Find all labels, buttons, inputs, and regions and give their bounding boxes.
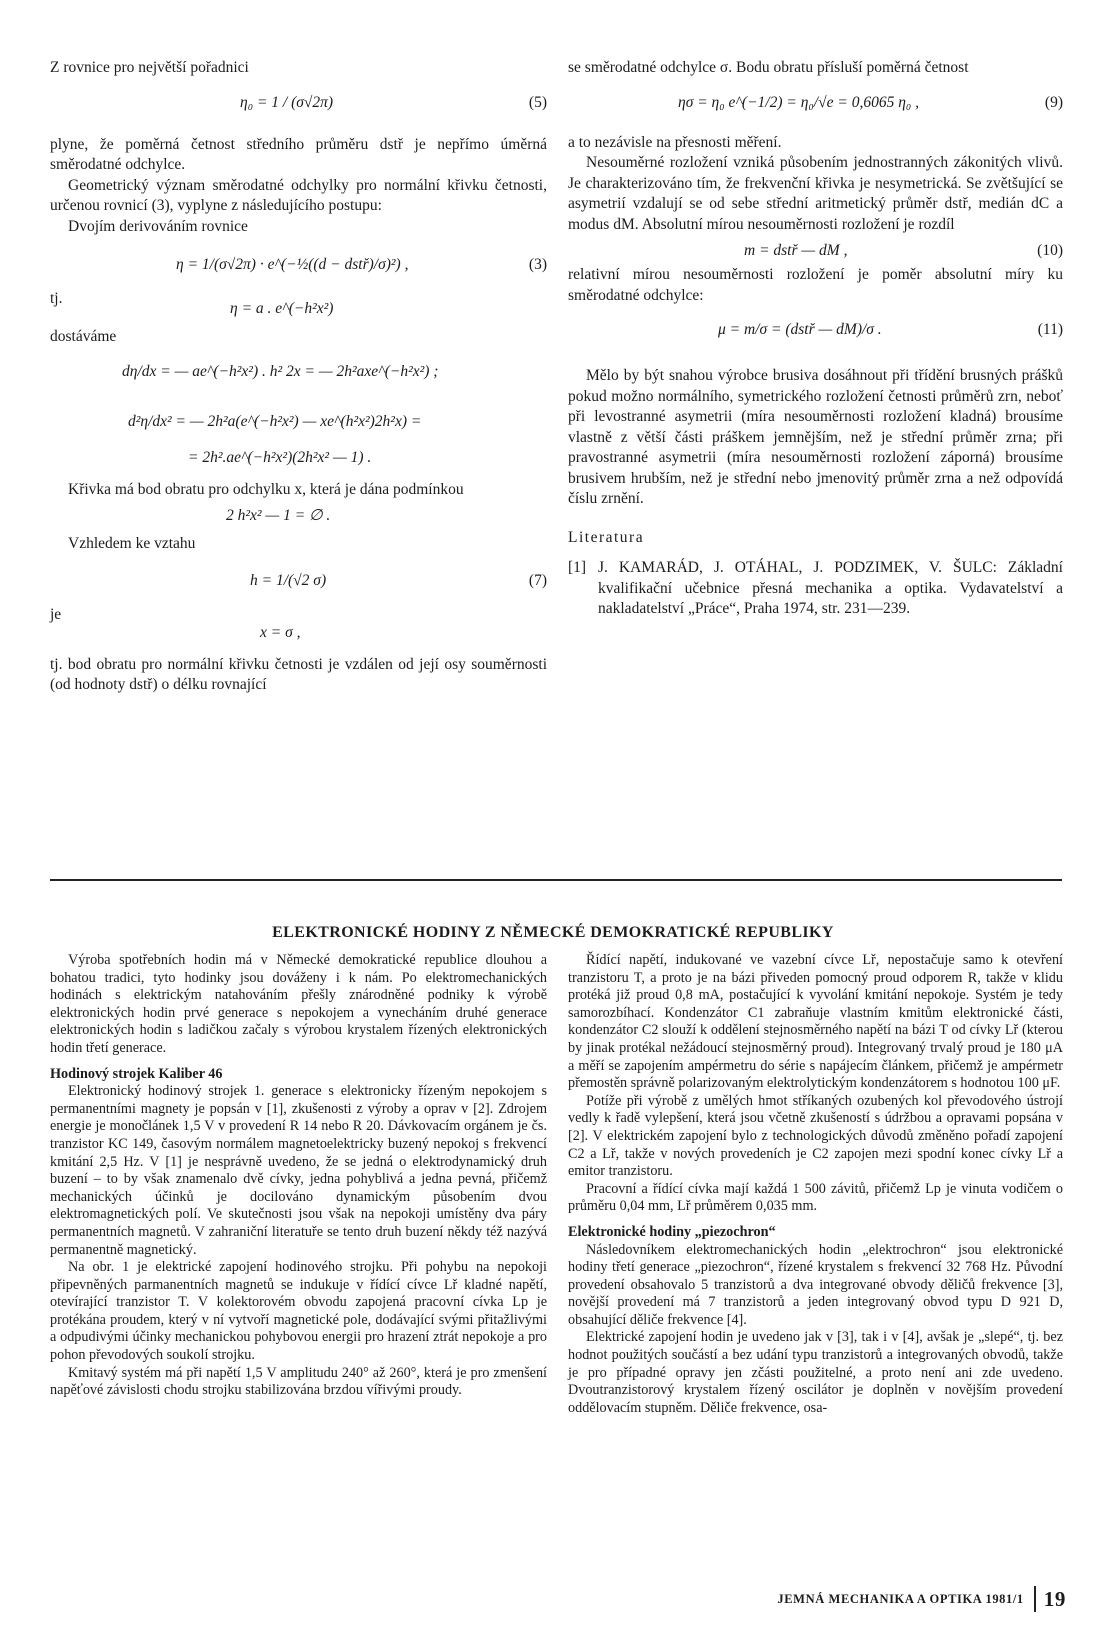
paragraph: Výroba spotřebních hodin má v Německé demokratické republice dlouhou a bohatou tradici, tyto hodinky jsou dováženy i k nám. Po elektromechanických hodinách s elektrickým natahováním přešly znárodněné podniky k výrobě elektronických hodin prvé generace s nepokojem a vynecháním druhé generace elektronických hodin s ladičkou začaly s výrobou krystalem řízených elektronických hodin třetí generace.	[50, 952, 547, 1056]
equation-3-row	[50, 237, 547, 289]
paragraph: Elektrické zapojení hodin je uvedeno jak v [3], tak i v [4], avšak je „slepé“, tj. bez hodnot použitých součástí a bez udání typu tranzistorů a integrovaných obvodů, takže je pro případné opravy jen zčásti použitelné, a proto není ani zde uvedeno. Dvoutranzistorový krystalem řízený oscilátor je doplněn v novějším provedení oddělovacím stupněm. Děliče frekvence, osa-	[568, 1329, 1063, 1416]
equation-9: ησ = η₀ e^(−1/2) = η₀/√e = 0,6065 η₀ ,	[678, 93, 920, 111]
equation-number: (11)	[1037, 321, 1063, 338]
page-footer	[777, 1586, 1066, 1612]
equation-number: (10)	[1037, 242, 1063, 259]
equation-11-row	[568, 306, 1063, 352]
paragraph: Kmitavý systém má při napětí 1,5 V amplitudu 240° až 260°, která je pro zmenšení napěťové závislosti chodu strojku stabilizována brzdou vířivými proudy.	[50, 1364, 547, 1399]
article-right-column	[568, 952, 1063, 1417]
equation-deriv1: dη/dx = — ae^(−h²x²) . h² 2x = — 2h²axe^(−h²x²) ;	[122, 362, 439, 380]
paragraph: se směrodatné odchylce σ. Bodu obratu přísluší poměrná četnost	[568, 59, 969, 76]
label-je: je	[50, 605, 62, 623]
equation-7: h = 1/(√2 σ)	[250, 571, 327, 589]
equation-number: (9)	[1044, 93, 1063, 111]
equation-deriv2b: = 2h².ae^(−h²x²)(2h²x² — 1) .	[188, 448, 372, 466]
paragraph: Řídící napětí, indukované ve vazební cívce Lř, nepostačuje samo k otevření tranzistoru T, a proto je na bázi přiveden pomocný proud odporem R, takže v klidu protéká již proud 0,8 mA, postačující k vyvolání kmitání nepokoje. Systém je tedy samorozbíhací. Kondenzátor C1 zabraňuje vlastním kmitům elektronické části, kondenzátor C2 slouží k oddělení stejnosměrného napětí na bázi T od cívky Lř (kterou by jinak protékal nežádoucí stejnosměrný proud). Integrovaný trvalý proud je 180 μA a měří se zapojením ampérmetru do série s napájecím článkem, přičemž je ampérmetr přemostěn správně polarizovaným elektrolytickým kondenzátorem s hodnotou 100 μF.	[568, 952, 1063, 1092]
paragraph: Z rovnice pro největší pořadnici	[50, 59, 249, 76]
equation-9-row	[568, 79, 1063, 123]
top-right-column	[568, 58, 1063, 620]
reference-text: J. KAMARÁD, J. OTÁHAL, J. PODZIMEK, V. ŠULC: Základní kvalifikační učebnice přesná mechanika a optika. Vydavatelství a nakladatelství „Práce“, Praha 1974, str. 231—239.	[598, 559, 1063, 617]
equation-11: μ = m/σ = (dstř — dM)/σ .	[718, 321, 882, 338]
equation-condition: 2 h²x² — 1 = ∅ .	[226, 507, 331, 524]
paragraph: relativní mírou nesouměrnosti rozložení je poměr absolutní míry ku směrodatné odchylce:	[568, 266, 1063, 304]
section-heading-literatura: Literatura	[568, 528, 645, 546]
equation-number: (5)	[528, 93, 547, 111]
equation-7-row	[50, 555, 547, 605]
label-tj: tj.	[50, 290, 63, 307]
equation-condition-row	[50, 500, 547, 530]
article-title: ELEKTRONICKÉ HODINY Z NĚMECKÉ DEMOKRATICKÉ REPUBLIKY	[272, 924, 834, 941]
journal-name: JEMNÁ MECHANIKA A OPTIKA 1981/1	[777, 1591, 1024, 1606]
paragraph: Nesouměrné rozložení vzniká působením jednostranných zákonitých vlivů. Je charakterizováno tím, že frekvenční křivka je nesymetrická. Se zvětšující se asymetrií vzdalují se od sebe střední aritmetický průměr dstř, medián dC a modus dM. Absolutní mírou nesouměrnosti rozložení je rozdíl	[568, 154, 1063, 233]
paragraph: Geometrický význam směrodatné odchylky pro normální křivku četnosti, určenou rovnicí (3), vyplyne z následujícího postupu:	[50, 176, 547, 214]
paragraph: dostáváme	[50, 328, 117, 345]
paragraph: Elektronický hodinový strojek 1. generace s elektronicky řízeným nepokojem s permanentními magnety je popsán v [1], zkušenosti z výroby a oprav v [2]. Zdrojem energie je monočlánek 1,5 V v provedení R 14 nebo R 20. Dávkovacím orgánem je čs. tranzistor KC 149, časovým normálem magnetoelektricky buzený nepokoj s frekvencí kmitání 2,5 Hz. V [1] je nesprávně uvedeno, že se jedná o elektrodynamický druh buzení – to by však znamenalo dvě cívky, jedna pohyblivá a jedna pevná, přičemž mechanických účinků je docilováno dynamickým působením dvou elektromagnetických polí. Ve skutečnosti jsou však na nepokoji umístěny dva páry permanentních magnetů. V zahraniční literatuře se tento druh buzení někdy též nazývá permanentně magnetický.	[50, 1083, 547, 1258]
equation-x-row	[50, 605, 547, 645]
equation-x: x = σ ,	[260, 623, 301, 641]
paragraph: Dvojím derivováním rovnice	[68, 217, 248, 235]
equation-number: (7)	[528, 571, 547, 589]
paragraph: Vzhledem ke vztahu	[68, 535, 196, 552]
paragraph: Na obr. 1 je elektrické zapojení hodinového strojku. Při pohybu na nepokoji připevněných parmanentních magnetů se indukuje v řídící cívce Lř kladné napětí, otevírající tranzistor T. V kolektorovém obvodu zapojená pracovní cívka Lp je protékána proudem, který v ní vytvoří magnetické pole, dodávající svými přitažlivými a odpudivými účinky mechanickou pohybovou energii pro hrazení ztrát nepokoje a pro pohon převodových soukolí strojku.	[50, 1259, 547, 1364]
equation-deriv2b-row	[50, 440, 547, 474]
paragraph: plyne, že poměrná četnost středního průměru dstř je nepřímo úměrná směrodatné odchylce.	[50, 135, 547, 173]
paragraph: Pracovní a řídící cívka mají každá 1 500 závitů, přičemž Lp je vinuta vodičem o průměru 0,04 mm, Lř průměrem 0,035 mm.	[568, 1180, 1063, 1215]
top-left-column	[50, 58, 547, 696]
equation-exp: η = a . e^(−h²x²)	[230, 300, 334, 317]
reference-item	[568, 558, 1063, 620]
equation-number: (3)	[528, 256, 547, 273]
paragraph: Křivka má bod obratu pro odchylku x, která je dána podmínkou	[68, 480, 464, 498]
equation-deriv2-row	[50, 394, 547, 440]
paragraph: tj. bod obratu pro normální křivku četnosti je vzdálen od její osy souměrnosti (od hodnoty dstř) o délku rovnající	[50, 655, 547, 693]
section-divider	[50, 879, 1062, 881]
equation-5: η₀ = 1 / (σ√2π)	[240, 93, 334, 111]
footer-divider	[1034, 1586, 1036, 1612]
equation-10-row	[568, 235, 1063, 265]
equation-10: m = dstř — dM ,	[744, 242, 848, 259]
equation-deriv1-row	[50, 348, 547, 394]
article-left-column	[50, 952, 547, 1400]
subheading-piezochron: Elektronické hodiny „piezochron“	[568, 1223, 776, 1240]
subheading-kaliber-46: Hodinový strojek Kaliber 46	[50, 1065, 223, 1082]
paragraph: a to nezávisle na přesnosti měření.	[568, 133, 782, 151]
equation-exp-row	[50, 289, 547, 323]
paragraph: Mělo by být snahou výrobce brusiva dosáhnout při třídění brusných prášků pokud možno normálního, symetrického rozložení četnosti průměrů zrn, neboť při levostranné asymetrii (míra nesouměrnosti rozložení kladná) brousíme vlastně z větší části práškem jemnějším, než je střední průměr zrna; při pravostranné asymetrii (míra nesouměrnosti rozložení záporná) brousíme brusivem hrubším, než je střední nebo jmenovitý průměr zrna a než odpovídá číslu zrnění.	[568, 367, 1063, 507]
equation-deriv2a: d²η/dx² = — 2h²a(e^(−h²x²) — xe^(h²x²)2h²x) =	[128, 412, 422, 430]
paragraph: Potíže při výrobě z umělých hmot stříkaných ozubených kol převodového ústrojí vedly k řadě vylepšení, která jsou včetně zkušeností s údržbou a opravami popsána v [2]. V elektrickém zapojení bylo z technologických důvodů změněno pořadí zapojení C2 a Lř, takže v nových provedeních je C2 zapojen mezi spodní konec cívky Lř a emitor tranzistoru.	[568, 1092, 1063, 1180]
reference-number: [1]	[568, 559, 587, 576]
equation-5-row	[50, 79, 547, 125]
equation-3: η = 1/(σ√2π) · e^(−½((d − dstř)/σ)²) ,	[176, 256, 409, 273]
paragraph: Následovníkem elektromechanických hodin „elektrochron“ jsou elektronické hodiny třetí generace „piezochron“, řízené krystalem s frekvencí 32 768 Hz. Původní provedení obsahovalo 5 tranzistorů a dva integrované obvody děličů frekvence [3], novější provedení má 7 tranzistorů a jeden integrovaný obvod typu D 921 D, obsahující děliče frekvence [4].	[568, 1241, 1063, 1328]
page-number: 19	[1043, 1586, 1066, 1611]
